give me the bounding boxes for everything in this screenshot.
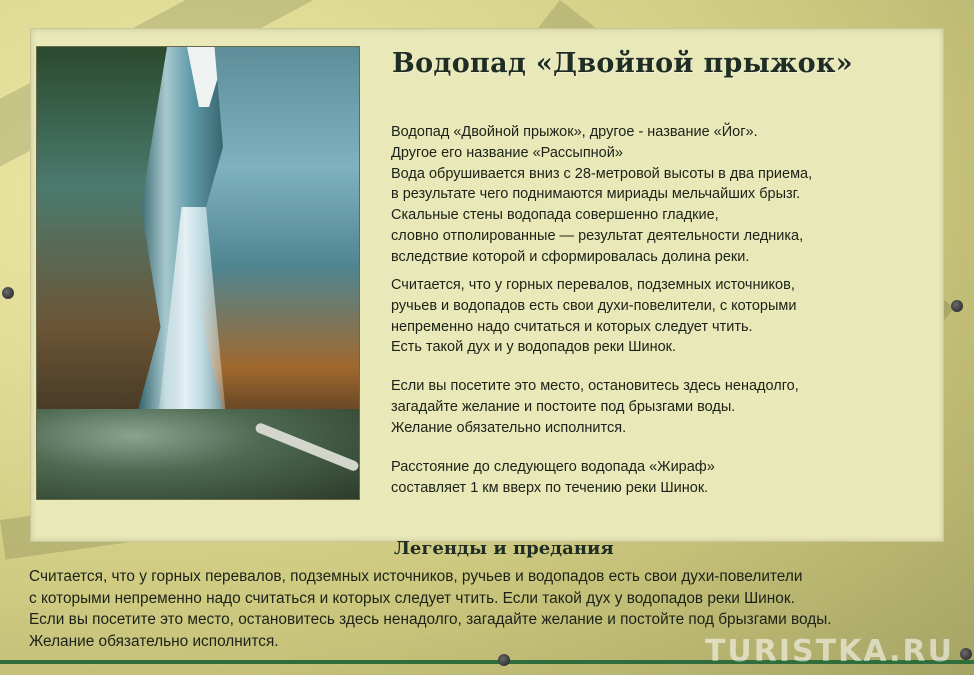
text-line: Есть такой дух и у водопадов реки Шинок. <box>391 339 677 356</box>
text-line: с которыми непременно надо считаться и которых следует чтить. Если такой дух у водопадов реки Шинок. <box>29 589 795 607</box>
text-line: Если вы посетите это место, остановитесь здесь ненадолго, <box>391 378 799 394</box>
text-line: словно отполированные — результат деятельности ледника, <box>391 227 804 244</box>
description-paragraph-4 <box>391 457 931 499</box>
text-line: Скальные стены водопада совершенно гладкие, <box>391 207 719 224</box>
mounting-bolt-icon <box>498 654 510 666</box>
text-line: загадайте желание и постоите под брызгами воды. <box>391 398 736 415</box>
text-line: Водопад «Двойной прыжок», другое - название «Йог». <box>391 124 758 140</box>
text-line: Считается, что у горных перевалов, подземных источников, ручьев и водопадов есть свои духи-повелители <box>29 568 803 585</box>
text-line: в результате чего поднимаются мириады мельчайших брызг. <box>391 186 801 203</box>
text-line: ручьев и водопадов есть свои духи-повелители, с которыми <box>391 297 797 314</box>
text-line: Если вы посетите это место, остановитесь здесь ненадолго, загадайте желание и постойте под брызгами воды. <box>29 611 832 628</box>
mounting-bolt-icon <box>960 648 972 660</box>
text-line: составляет 1 км вверх по течению реки Шинок. <box>391 479 709 496</box>
text-line: Другое его название «Рассыпной» <box>391 144 623 161</box>
mounting-bolt-icon <box>951 300 963 312</box>
text-line: Желание обязательно исполнится. <box>29 632 279 650</box>
waterfall-photo <box>36 46 360 500</box>
text-line: непременно надо считаться и которых следует чтить. <box>391 318 753 335</box>
legend-heading: Легенды и предания <box>394 538 614 559</box>
text-line: Расстояние до следующего водопада «Жираф» <box>391 459 715 475</box>
description-paragraph-1 <box>391 122 931 268</box>
watermark: TURISTKA.RU <box>704 634 954 669</box>
text-line: Желание обязательно исполнится. <box>391 419 627 436</box>
description-paragraph-3 <box>391 376 931 438</box>
left-cliff <box>37 47 167 447</box>
text-line: Считается, что у горных перевалов, подземных источников, <box>391 277 795 293</box>
mounting-bolt-icon <box>2 287 14 299</box>
description-paragraph-2 <box>391 275 931 358</box>
text-line: Вода обрушивается вниз с 28-метровой высоты в два приема, <box>391 165 813 182</box>
sign-title: Водопад «Двойной прыжок» <box>392 48 853 79</box>
text-line: вследствие которой и сформировалась долина реки. <box>391 248 750 265</box>
